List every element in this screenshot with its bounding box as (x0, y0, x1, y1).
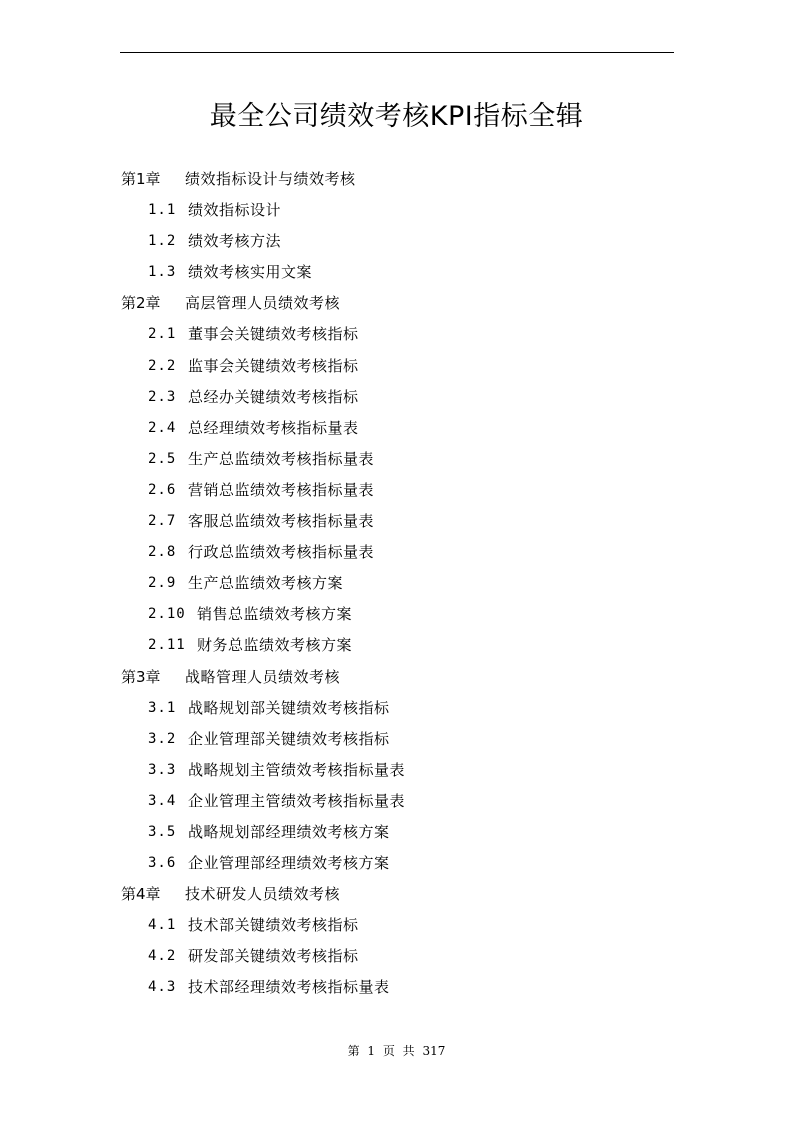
toc-section[interactable] (0, 848, 793, 879)
toc-number: 2.8 (148, 544, 177, 561)
toc-number: 第3章 (121, 667, 161, 686)
toc-chapter[interactable] (0, 288, 793, 319)
document-title: 最全公司绩效考核KPI指标全辑 (209, 101, 584, 132)
toc-title: 战略规划主管绩效考核指标量表 (188, 760, 406, 779)
toc-title: 营销总监绩效考核指标量表 (188, 480, 375, 499)
toc-number: 2.4 (148, 419, 177, 436)
toc-number: 2.1 (148, 326, 177, 343)
toc-title: 总经理绩效考核指标量表 (188, 418, 359, 437)
toc-title: 客服总监绩效考核指标量表 (188, 512, 375, 531)
toc-section[interactable] (0, 382, 793, 413)
toc-number: 4.3 (148, 979, 177, 996)
toc-title: 绩效指标设计 (188, 201, 282, 220)
toc-number: 3.5 (148, 823, 177, 840)
toc-title: 绩效考核方法 (188, 232, 282, 251)
toc-section[interactable] (0, 755, 793, 786)
toc-number: 1.3 (148, 264, 177, 281)
toc-section[interactable] (0, 972, 793, 1003)
toc-number: 2.5 (148, 450, 177, 467)
toc-section[interactable] (0, 724, 793, 755)
toc-section[interactable] (0, 257, 793, 288)
toc-section[interactable] (0, 444, 793, 475)
toc-section[interactable] (0, 817, 793, 848)
toc-title: 技术部经理绩效考核指标量表 (188, 978, 390, 997)
toc-title: 企业管理主管绩效考核指标量表 (188, 791, 406, 810)
toc-title: 绩效考核实用文案 (188, 263, 313, 282)
toc-title: 企业管理部关键绩效考核指标 (188, 729, 390, 748)
toc-title: 企业管理部经理绩效考核方案 (188, 854, 390, 873)
toc-chapter[interactable] (0, 164, 793, 195)
toc-title: 财务总监绩效考核方案 (197, 636, 353, 655)
toc-title: 董事会关键绩效考核指标 (188, 325, 359, 344)
toc-title: 技术研发人员绩效考核 (185, 885, 341, 904)
toc-number: 2.10 (148, 606, 186, 623)
toc-section[interactable] (0, 475, 793, 506)
toc-number: 4.2 (148, 948, 177, 965)
toc-number: 3.6 (148, 855, 177, 872)
toc-section[interactable] (0, 693, 793, 724)
toc-number: 3.4 (148, 792, 177, 809)
toc-title: 高层管理人员绩效考核 (185, 294, 341, 313)
toc-number: 1.2 (148, 233, 177, 250)
toc-number: 第1章 (121, 170, 161, 188)
toc-title: 总经办关键绩效考核指标 (188, 387, 359, 406)
toc-section[interactable] (0, 226, 793, 257)
toc-number: 第4章 (121, 885, 161, 904)
toc-title: 研发部关键绩效考核指标 (188, 947, 359, 966)
toc-section[interactable] (0, 319, 793, 350)
toc-number: 2.3 (148, 388, 177, 405)
toc-number: 2.11 (148, 637, 186, 654)
toc-number: 2.6 (148, 481, 177, 498)
toc-number: 3.3 (148, 761, 177, 778)
toc-chapter[interactable] (0, 662, 793, 693)
toc-section[interactable] (0, 506, 793, 537)
toc-title: 技术部关键绩效考核指标 (188, 916, 359, 935)
toc-section[interactable] (0, 537, 793, 568)
toc-section[interactable] (0, 568, 793, 599)
toc-section[interactable] (0, 599, 793, 630)
toc-number: 1.1 (148, 202, 177, 219)
toc-section[interactable] (0, 630, 793, 661)
toc-number: 2.7 (148, 513, 177, 530)
toc-title: 监事会关键绩效考核指标 (188, 356, 359, 375)
toc-title: 生产总监绩效考核指标量表 (188, 449, 375, 468)
toc-number: 3.2 (148, 730, 177, 747)
toc-title: 生产总监绩效考核方案 (188, 574, 344, 593)
table-of-contents (0, 164, 793, 1004)
header-rule (120, 52, 674, 53)
toc-number: 3.1 (148, 699, 177, 716)
toc-title: 销售总监绩效考核方案 (197, 605, 353, 624)
toc-number: 第2章 (121, 294, 161, 313)
toc-section[interactable] (0, 941, 793, 972)
toc-section[interactable] (0, 413, 793, 444)
toc-title: 战略管理人员绩效考核 (185, 667, 341, 686)
toc-title: 绩效指标设计与绩效考核 (185, 170, 356, 188)
toc-section[interactable] (0, 786, 793, 817)
toc-number: 2.9 (148, 575, 177, 592)
toc-number: 4.1 (148, 917, 177, 934)
toc-number: 2.2 (148, 357, 177, 374)
toc-title: 战略规划部经理绩效考核方案 (188, 822, 390, 841)
page-footer: 第 1 页 共 317 (347, 1044, 446, 1058)
toc-section[interactable] (0, 351, 793, 382)
toc-section[interactable] (0, 195, 793, 226)
toc-section[interactable] (0, 910, 793, 941)
toc-title: 行政总监绩效考核指标量表 (188, 543, 375, 562)
toc-chapter[interactable] (0, 879, 793, 910)
toc-title: 战略规划部关键绩效考核指标 (188, 698, 390, 717)
